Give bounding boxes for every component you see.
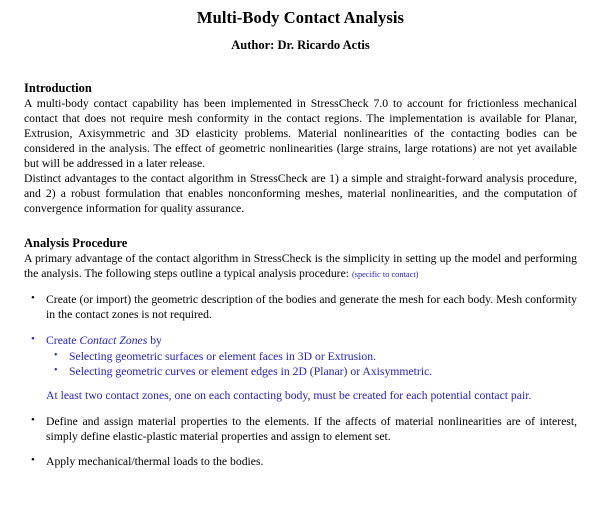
paragraph-introduction-1: A multi-body contact capability has been implemented in StressCheck 7.0 to account for frictionless mechanical contact that does not require mesh conformity in the contact regions. The implementation is available for Planar, Extrusion, Axisymmetric and 3D elasticity problems. Material nonlinearities of the contacting bodies can be considered in the analysis. The effect of geometric nonlinearities (large strains, large rotations) are not yet available but will be addressed in a later release.	[24, 96, 577, 170]
step-2-text-before: Create	[46, 333, 80, 347]
list-item	[46, 364, 577, 379]
step-2-italic-term: Contact Zones	[79, 333, 148, 347]
list-item	[24, 414, 577, 444]
heading-introduction: Introduction	[24, 80, 92, 95]
heading-analysis-procedure: Analysis Procedure	[24, 235, 128, 250]
step-4-text: Apply mechanical/thermal loads to the bodies.	[46, 454, 264, 468]
list-item	[46, 349, 577, 364]
paragraph-analysis-procedure-intro	[24, 251, 577, 281]
step-1-text: Create (or import) the geometric description of the bodies and generate the mesh for each body. Mesh conformity in the contact zones is not required.	[46, 292, 577, 321]
procedure-intro-text: A primary advantage of the contact algorithm in StressCheck is the simplicity in setting up the model and performing the analysis. The following steps outline a typical analysis procedure:	[24, 251, 577, 280]
procedure-intro-note: (specific to contact)	[351, 269, 419, 279]
list-item	[24, 454, 577, 469]
document-title: Multi-Body Contact Analysis	[196, 8, 405, 27]
step-2-note: At least two contact zones, one on each contacting body, must be created for each potential contact pair.	[46, 388, 532, 402]
list-item	[24, 333, 577, 403]
document-author: Author: Dr. Ricardo Actis	[231, 37, 370, 52]
procedure-step-list	[24, 292, 577, 469]
substep-1-text: Selecting geometric surfaces or element faces in 3D or Extrusion.	[69, 349, 377, 363]
step-3-text: Define and assign material properties to the elements. If the affects of material nonlinearities are of interest, simply define elastic-plastic material properties and assign to element set.	[46, 414, 577, 443]
step-2-text-after: by	[147, 333, 162, 347]
paragraph-introduction-2: Distinct advantages to the contact algorithm in StressCheck are 1) a simple and straight-forward analysis procedure, and 2) a robust formulation that enables nonconforming meshes, material nonlinearities, and the computation of convergence information for quality assurance.	[24, 171, 577, 215]
substep-2-text: Selecting geometric curves or element edges in 2D (Planar) or Axisymmetric.	[69, 364, 433, 378]
document-content	[24, 0, 577, 469]
procedure-substep-list	[46, 349, 577, 379]
list-item	[24, 292, 577, 322]
